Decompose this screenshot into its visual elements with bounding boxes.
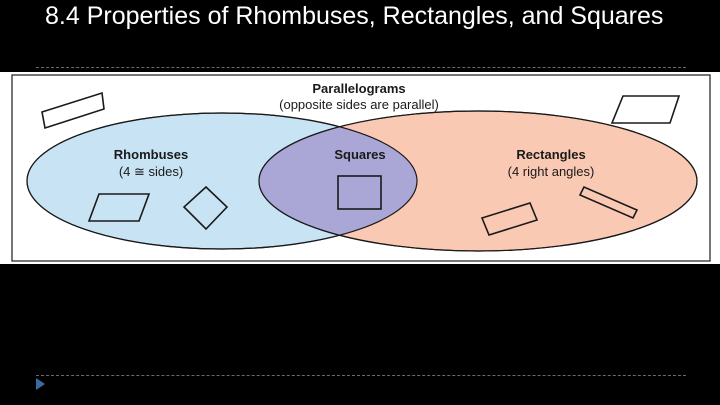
venn-diagram: [0, 72, 720, 264]
slide-title: 8.4 Properties of Rhombuses, Rectangles, and Squares: [45, 2, 664, 30]
parallelogram-example-left: [42, 93, 104, 128]
parallelograms-sublabel: (opposite sides are parallel): [279, 97, 439, 112]
footer-divider: [36, 375, 686, 376]
parallelogram-example-right: [612, 96, 679, 123]
arrow-bullet-icon: [36, 378, 45, 390]
squares-label: Squares: [334, 147, 386, 162]
title-divider: [36, 67, 686, 68]
rhombuses-sublabel: (4 ≅ sides): [118, 164, 184, 179]
parallelograms-label: Parallelograms: [312, 81, 406, 96]
rectangles-label: Rectangles: [516, 147, 586, 162]
venn-diagram-svg: [0, 72, 720, 264]
rectangles-sublabel: (4 right angles): [507, 164, 595, 179]
rhombuses-label: Rhombuses: [113, 147, 189, 162]
